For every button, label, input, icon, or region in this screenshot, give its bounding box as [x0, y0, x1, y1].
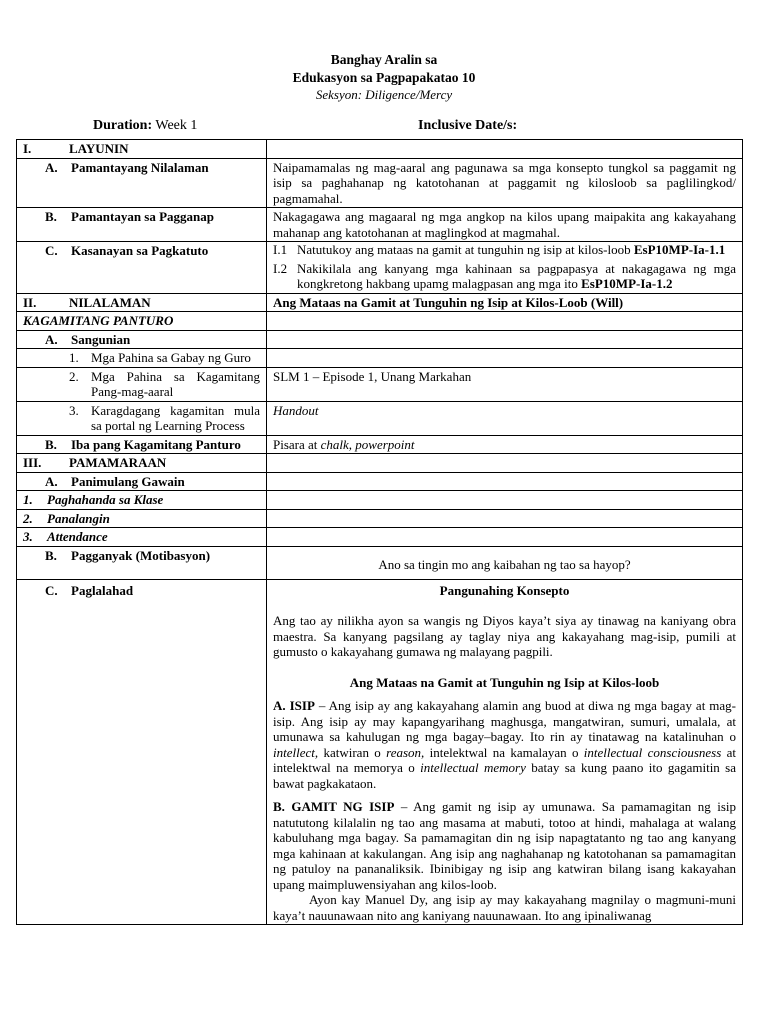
cell-empty	[267, 528, 743, 547]
gamit-lead: B. GAMIT NG ISIP	[273, 799, 395, 814]
row-pamantayan-pagganap	[17, 208, 743, 242]
letter: A.	[45, 159, 58, 175]
row-label: Iba pang Kagamitang Panturo	[71, 436, 241, 452]
sub-number: 1.	[69, 350, 79, 365]
paragraph-isip	[273, 698, 736, 791]
row-pagganyak	[17, 546, 743, 579]
section-title: PAMAMARAAN	[69, 455, 167, 470]
row-sanggunian	[17, 330, 743, 349]
row-nilalaman	[17, 293, 743, 312]
isip-lead: A. ISIP	[273, 698, 315, 713]
duration	[93, 118, 197, 134]
cell-empty	[267, 509, 743, 528]
cell-value	[267, 242, 743, 294]
motivation-question: Ano sa tingin mo ang kaibahan ng tao sa hayop?	[378, 557, 631, 573]
heading-mataas-na-gamit: Ang Mataas na Gamit at Tunguhin ng Isip at Kilos-loob	[349, 674, 660, 690]
sub-text: Mga Pahina sa Kagamitang Pang-mag-aaral	[91, 368, 260, 399]
cell-value	[267, 435, 743, 454]
sub-item	[23, 369, 260, 400]
letter: A.	[45, 331, 58, 347]
lesson-plan-table	[16, 139, 743, 925]
objective-number: I.1	[273, 242, 288, 257]
row-layunin	[17, 140, 743, 159]
cell-layunin	[17, 140, 267, 159]
sub-text: Karagdagang kagamitan mula sa portal ng Learning Process	[91, 402, 260, 433]
cell-label	[17, 293, 267, 312]
cell-value	[267, 349, 743, 368]
cell-empty	[267, 454, 743, 473]
roman-numeral: III.	[23, 455, 42, 470]
paragraph-intro: Ang tao ay nilikha ayon sa wangis ng Diyos kaya’t siya ay tinawag na kaniyang obra maestra. Sa kanyang pagsilang ay taglay niya ang kakayahang mag-isip, pumili at gumusto o kakayahang gumawa ng malayang pagpili.	[273, 613, 736, 659]
cell-label	[17, 454, 267, 473]
cell-label	[17, 435, 267, 454]
value-italic: chalk, powerpoint	[320, 436, 415, 452]
section-line: Seksyon: Diligence/Mercy	[315, 87, 453, 102]
sub-text: Paghahanda sa Klase	[47, 492, 164, 507]
cell-label	[17, 330, 267, 349]
paragraph-manuel-dy: Ayon kay Manuel Dy, ang isip ay may kakayahang magnilay o magmuni-muni kaya’t nauunawaan nito ang kaniyang nauunawaan. Ito ang ipinaliwanag	[273, 892, 736, 923]
sub-number: 1.	[23, 492, 33, 507]
cell-label	[17, 528, 267, 547]
cell-value: Nakagagawa ang magaaral ng mga angkop na kilos upang maipakita ang kakayahang mahanap ang katotohanan at maglingkod at magmahal.	[267, 208, 743, 242]
subsection-title: KAGAMITANG PANTURO	[17, 312, 267, 331]
roman-numeral: II.	[23, 294, 37, 310]
row-label: Sangunian	[71, 331, 131, 347]
sub-number: 2.	[23, 510, 33, 526]
cell-label	[17, 509, 267, 528]
letter: B.	[45, 436, 57, 452]
row-pamamaraan	[17, 454, 743, 473]
cell-label	[17, 158, 267, 208]
row-paghahanda	[17, 491, 743, 510]
title-line-2: Edukasyon sa Pagpapakatao 10	[292, 70, 476, 85]
row-attendance	[17, 528, 743, 547]
title-line-1: Banghay Aralin sa	[330, 52, 438, 67]
row-sanggunian-1	[17, 349, 743, 368]
duration-label: Duration:	[93, 118, 153, 133]
row-panimulang-gawain	[17, 472, 743, 491]
row-sanggunian-2	[17, 367, 743, 401]
letter: C.	[45, 582, 58, 598]
cell-label	[17, 546, 267, 579]
cell-empty	[267, 491, 743, 510]
row-label: Kasanayan sa Pagkatuto	[71, 243, 209, 258]
row-kasanayan	[17, 242, 743, 294]
cell-value: Handout	[267, 401, 743, 435]
cell-value: Naipamamalas ng mag-aaral ang pagunawa sa mga konsepto tungkol sa paggamit ng isip sa paghahanap ng katotohanan at paggamit ng kilosloob sa paglilingkod/ pagmamahal.	[267, 158, 743, 208]
row-label: Paglalahad	[71, 582, 134, 598]
isip-text: batay sa kung paano ito gagamitin sa bawat pagkakataon.	[273, 760, 737, 791]
cell-empty	[267, 472, 743, 491]
row-paglalahad	[17, 579, 743, 925]
objective-number: I.2	[273, 260, 288, 276]
objective-code: EsP10MP-Ia-1.2	[581, 276, 673, 291]
section-title: LAYUNIN	[69, 141, 129, 156]
isip-text: katwiran o	[318, 744, 387, 760]
cell-label	[17, 208, 267, 242]
isip-term: intellectual memory	[420, 760, 526, 775]
objective-item	[273, 261, 736, 292]
value-plain: Pisara at	[273, 436, 321, 452]
cell-empty	[267, 330, 743, 349]
letter: C.	[45, 243, 58, 258]
sub-text: Panalangin	[47, 510, 110, 526]
roman-numeral: I.	[23, 141, 32, 156]
cell-label	[17, 242, 267, 294]
inclusive-dates-label: Inclusive Date/s:	[418, 118, 518, 133]
cell-empty	[267, 140, 743, 159]
gamit-text: – Ang gamit ng isip ay umunawa. Sa pamamagitan ng isip natututong kilalalin ng tao ang masama at mabuti, totoo at hindi, mahalaga at walang kabuluhang mga bagay. Sa pamamagitan din ng isip napagtatanto ng tao ang kanyang mga kahinaan at kakulangan. Ang isip ang naghahanap ng katotohanan sa pamamagitan ng patuloy na pananaliksik. Ibinibigay ng isip ang katwiran bilang isang kakayahan upang maimpluwensiyahan ang kilos-loob.	[273, 799, 736, 892]
paragraph-gamit-ng-isip	[273, 799, 736, 892]
cell-label	[17, 401, 267, 435]
row-label: Pagganyak (Motibasyon)	[71, 547, 211, 563]
row-label: Pamantayang Nilalaman	[71, 159, 209, 175]
cell-empty	[267, 312, 743, 331]
letter: A.	[45, 473, 58, 489]
isip-text: intelektwal na kamalayan o	[424, 744, 584, 760]
cell-label	[17, 579, 267, 925]
objective-text: Nakikilala ang kanyang mga kahinaan sa pagpapasya at nakagagawa ng mga kongkretong hakbang upamg malagpasan ang mga ito	[297, 260, 736, 291]
objective-code: EsP10MP-Ia-1.1	[633, 242, 726, 257]
row-pamantayang-nilalaman	[17, 158, 743, 208]
row-label: Pamantayan sa Pagganap	[71, 209, 215, 224]
cell-value	[267, 579, 743, 925]
section-title: NILALAMAN	[69, 294, 151, 310]
sub-item	[23, 403, 260, 434]
row-label: Panimulang Gawain	[71, 473, 185, 489]
sub-item	[23, 350, 260, 366]
cell-value	[267, 546, 743, 579]
row-sanggunian-3	[17, 401, 743, 435]
objective-text: Natutukoy ang mataas na gamit at tunguhin ng isip at kilos-loob	[297, 242, 631, 257]
cell-value: Ang Mataas na Gamit at Tunguhin ng Isip at Kilos-Loob (Will)	[267, 293, 743, 312]
objective-item	[273, 242, 736, 258]
isip-term: intellectual consciousness	[583, 744, 722, 760]
duration-value: Week 1	[155, 118, 198, 133]
cell-label	[17, 349, 267, 368]
sub-number: 3.	[69, 402, 79, 418]
document-header	[0, 51, 768, 103]
isip-term: intellect,	[273, 744, 319, 760]
isip-text: at intelektwal na memorya o	[273, 744, 736, 775]
cell-label	[17, 367, 267, 401]
heading-pangunahing-konsepto: Pangunahing Konsepto	[439, 582, 570, 598]
row-iba-pang	[17, 435, 743, 454]
sub-text: Attendance	[47, 529, 108, 544]
isip-term: reason,	[386, 744, 425, 760]
letter: B.	[45, 547, 57, 563]
cell-value: SLM 1 – Episode 1, Unang Markahan	[267, 367, 743, 401]
cell-label	[17, 472, 267, 491]
sub-number: 3.	[23, 529, 33, 544]
sub-number: 2.	[69, 368, 79, 384]
isip-text: – Ang isip ay ang kakayahang alamin ang buod at diwa ng mga bagay at mag-isip. Ang isip ay may kapangyarihang maghusga, mangatwiran, sumuri, umalala, at umunawa sa kahulugan ng mga bagay–bagay. Ito rin ay tinatawag na katalinuhan o	[273, 698, 736, 744]
cell-label	[17, 491, 267, 510]
row-kagamitang-panturo	[17, 312, 743, 331]
sub-text: Mga Pahina sa Gabay ng Guro	[91, 350, 251, 365]
letter: B.	[45, 209, 57, 224]
row-panalangin	[17, 509, 743, 528]
